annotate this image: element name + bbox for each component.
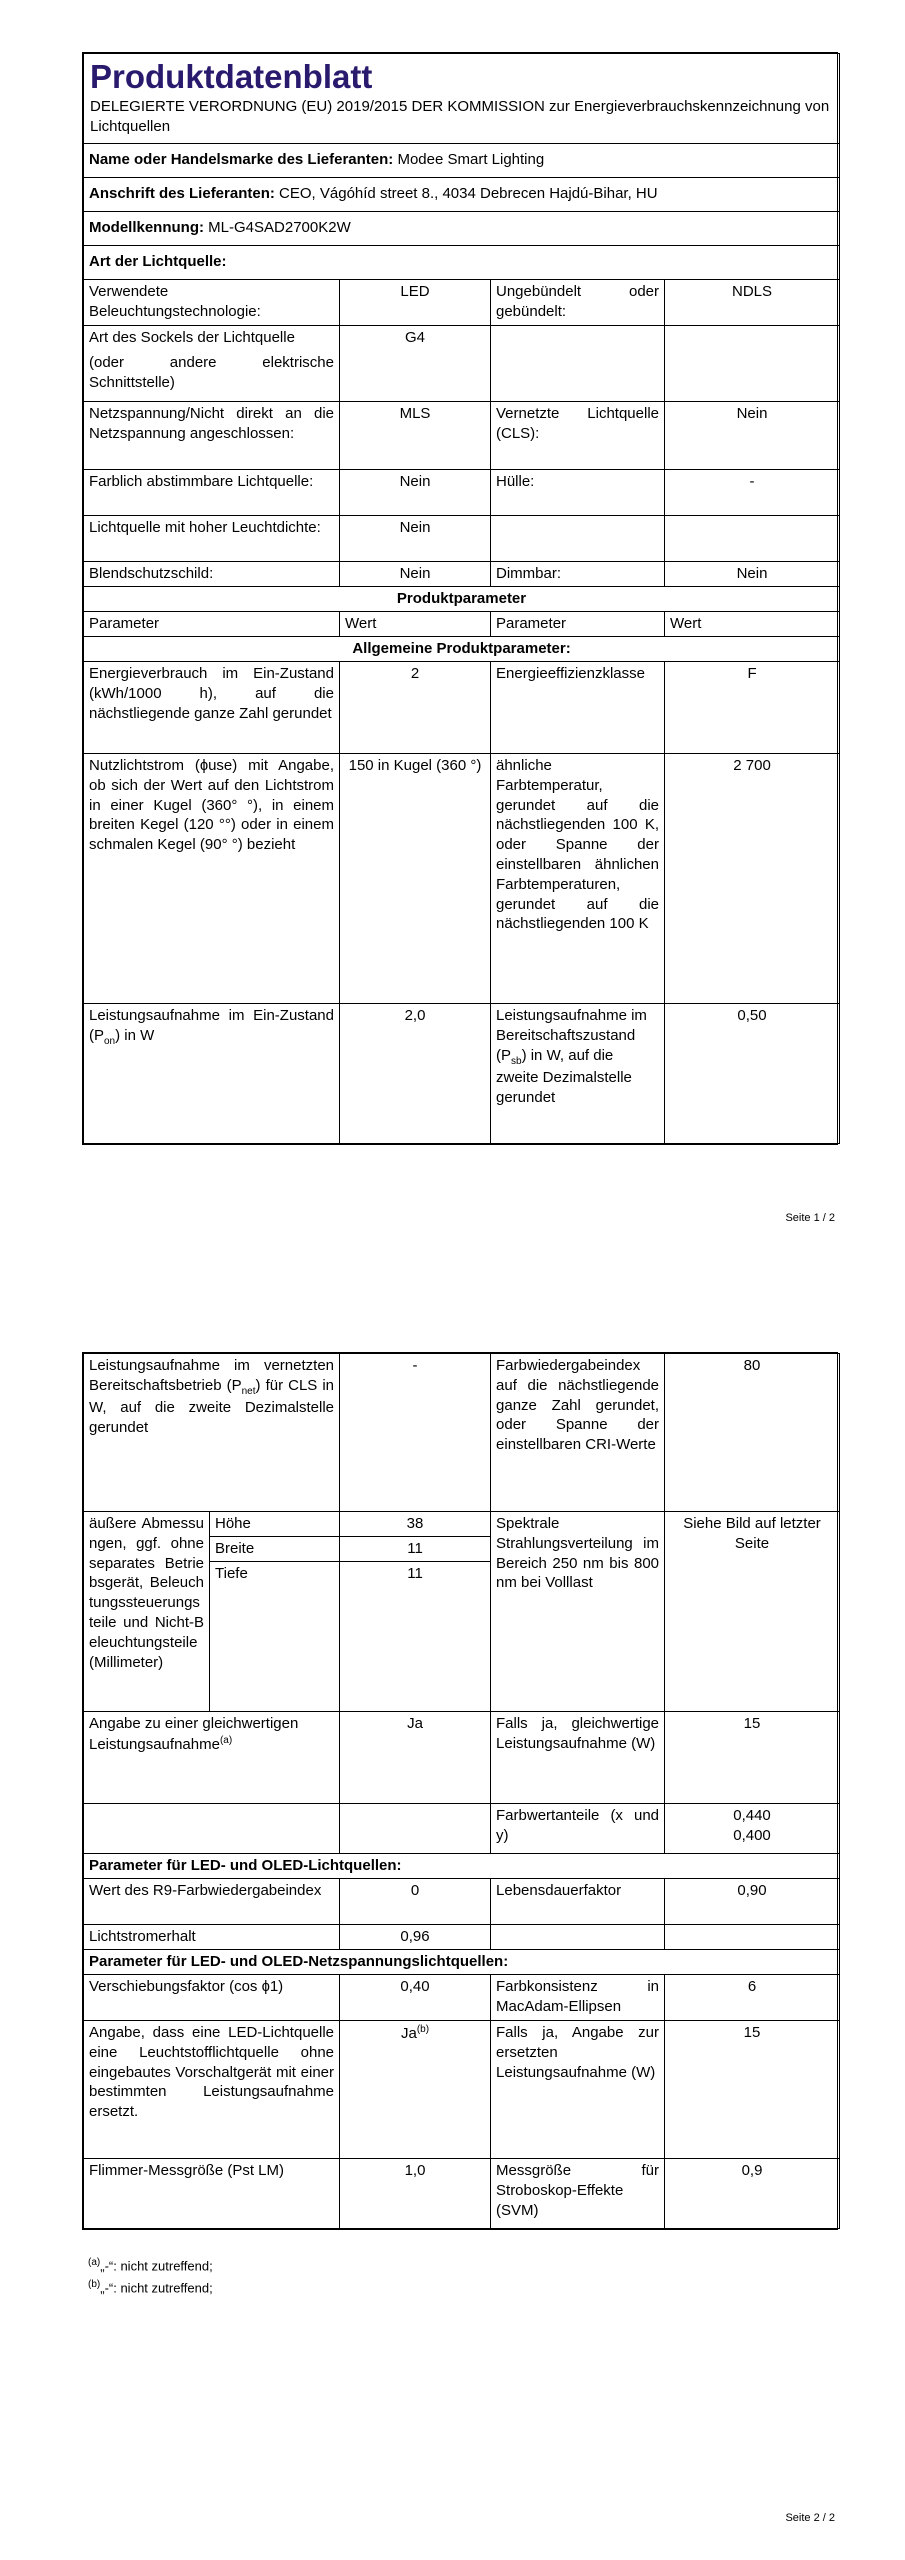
led-params-heading: Parameter für LED- und OLED-Lichtquellen:: [84, 1854, 840, 1879]
socket-label: Art des Sockels der Lichtquelle: [89, 329, 295, 346]
bundled-value: NDLS: [665, 280, 840, 326]
model-label: Modellkennung:: [89, 219, 204, 236]
svm-value: 0,9: [665, 2159, 840, 2229]
svm-label: Messgröße für Stroboskop-Effekte (SVM): [491, 2159, 665, 2229]
spectral-value: Siehe Bild auf letzter Seite: [665, 1512, 840, 1712]
chromaticity-x: 0,440: [733, 1807, 771, 1824]
mains-label: Netzspannung/Nicht direkt an die Netzspannung angeschlossen:: [84, 402, 340, 470]
height-value: 38: [340, 1512, 491, 1537]
pon-label: Leistungsaufnahme im Ein-Zustand $(P_{on})$ in W: [84, 1004, 340, 1144]
regulation-text: DELEGIERTE VERORDNUNG (EU) 2019/2015 DER KOMMISSION zur Energieverbrauchskennzeichnung von Lichtquellen: [90, 98, 830, 135]
model-id: ML-G4SAD2700K2W: [208, 219, 351, 236]
chromaticity-label: Farbwertanteile (x und y): [491, 1804, 665, 1854]
equiv-power-indication-value: Ja: [340, 1712, 491, 1804]
replaced-power-value: 15: [665, 2021, 840, 2159]
page-title: Produktdatenblatt: [90, 58, 373, 95]
bundled-label: Ungebündelt oder gebündelt:: [491, 280, 665, 326]
supplier-name: Modee Smart Lighting: [397, 151, 545, 168]
displacement-factor-value: 0,40: [340, 1975, 491, 2021]
page-2: [0, 1280, 905, 2560]
envelope-value: -: [665, 470, 840, 516]
hld-label: Lichtquelle mit hoher Leuchtdichte:: [84, 516, 340, 562]
macadam-value: 6: [665, 1975, 840, 2021]
height-label: Höhe: [210, 1512, 340, 1537]
cct-value: 2 700: [665, 754, 840, 1004]
luminous-flux-label: Nutzlichtstrom (ɸuse) mit Angabe, ob sich der Wert auf den Lichtstrom in einer Kugel (360° °), in einem breiten Kegel (120 °°) oder in einem schmalen Kegel (90° °) bezieht: [84, 754, 340, 1004]
color-tunable-value: Nein: [340, 470, 491, 516]
lumen-maintenance-label: Lichtstromerhalt: [84, 1925, 340, 1950]
macadam-label: Farbkonsistenz in MacAdam-Ellipsen: [491, 1975, 665, 2021]
socket-value: G4: [340, 326, 491, 402]
light-type-heading: Art der Lichtquelle:: [84, 246, 840, 280]
cls-value: Nein: [665, 402, 840, 470]
tech-value: LED: [340, 280, 491, 326]
general-params-heading: Allgemeine Produktparameter:: [84, 637, 840, 662]
page-number: Seite 2 / 2: [785, 2512, 835, 2524]
col-value-1: Wert: [340, 612, 491, 637]
tech-label: Verwendete Beleuchtungstechnologie:: [84, 280, 340, 326]
pon-value: 2,0: [340, 1004, 491, 1144]
cri-label: Farbwiedergabeindex auf die nächstliegende ganze Zahl gerundet, oder Spanne der einstellbaren CRI-Werte: [491, 1354, 665, 1512]
pnet-value: -: [340, 1354, 491, 1512]
footnote-b: $^{(b)}$„-“: nicht zutreffend;: [88, 2279, 213, 2296]
depth-value: 11: [340, 1562, 491, 1712]
col-param-1: Parameter: [84, 612, 340, 637]
energy-consumption-label: Energieverbrauch im Ein-Zustand (kWh/1000 h), auf die nächstliegende ganze Zahl gerundet: [84, 662, 340, 754]
mains-value: MLS: [340, 402, 491, 470]
dimmable-value: Nein: [665, 562, 840, 587]
cls-label: Vernetzte Lichtquelle (CLS):: [491, 402, 665, 470]
survival-factor-value: 0,90: [665, 1879, 840, 1925]
equiv-power-indication-label: Angabe zu einer gleichwertigen Leistungsaufnahme$^{(a)}$: [84, 1712, 340, 1804]
page-number: Seite 1 / 2: [785, 1212, 835, 1224]
displacement-factor-label: Verschiebungsfaktor (cos ɸ1): [84, 1975, 340, 2021]
spectral-label: Spektrale Strahlungsverteilung im Bereich 250 nm bis 800 nm bei Volllast: [491, 1512, 665, 1712]
survival-factor-label: Lebensdauerfaktor: [491, 1879, 665, 1925]
footnote-a: $^{(a)}$„-“: nicht zutreffend;: [88, 2257, 213, 2274]
led-replaces-value: Ja$^{(b)}$: [340, 2021, 491, 2159]
width-label: Breite: [210, 1537, 340, 1562]
envelope-label: Hülle:: [491, 470, 665, 516]
energy-class-label: Energieeffizienzklasse: [491, 662, 665, 754]
dimmable-label: Dimmbar:: [491, 562, 665, 587]
socket-label-2: (oder andere elektrische Schnittstelle): [89, 353, 334, 391]
equiv-power-label: Falls ja, gleichwertige Leistungsaufnahme (W): [491, 1712, 665, 1804]
cri-value: 80: [665, 1354, 840, 1512]
r9-label: Wert des R9-Farbwiedergabeindex: [84, 1879, 340, 1925]
dimensions-label: äußere Abmessungen, ggf. ohne separates Betriebsgerät, Beleuchtungssteuerungsteile und Nicht-Beleuchtungsteile (Millimeter): [84, 1512, 210, 1712]
flicker-value: 1,0: [340, 2159, 491, 2229]
color-tunable-label: Farblich abstimmbare Lichtquelle:: [84, 470, 340, 516]
psb-value: 0,50: [665, 1004, 840, 1144]
replaced-power-label: Falls ja, Angabe zur ersetzten Leistungsaufnahme (W): [491, 2021, 665, 2159]
glare-value: Nein: [340, 562, 491, 587]
luminous-flux-value: 150 in Kugel (360 °): [340, 754, 491, 1004]
supplier-address-label: Anschrift des Lieferanten:: [89, 185, 275, 202]
glare-label: Blendschutzschild:: [84, 562, 340, 587]
cct-label: ähnliche Farbtemperatur, gerundet auf die nächstliegenden 100 K, oder Spanne der einstellbaren ähnlichen Farbtemperaturen, gerundet auf die nächstliegenden 100 K: [491, 754, 665, 1004]
supplier-address: CEO, Vágóhíd street 8., 4034 Debrecen Hajdú-Bihar, HU: [279, 185, 658, 202]
width-value: 11: [340, 1537, 491, 1562]
r9-value: 0: [340, 1879, 491, 1925]
depth-label: Tiefe: [210, 1562, 340, 1712]
energy-class-value: F: [665, 662, 840, 754]
col-value-2: Wert: [665, 612, 840, 637]
product-params-heading: Produktparameter: [84, 587, 840, 612]
flicker-label: Flimmer-Messgröße (Pst LM): [84, 2159, 340, 2229]
lumen-maintenance-value: 0,96: [340, 1925, 491, 1950]
hld-value: Nein: [340, 516, 491, 562]
datasheet-table-page-2: [82, 1352, 838, 2230]
chromaticity-value: [665, 1804, 840, 1854]
supplier-name-label: Name oder Handelsmarke des Lieferanten:: [89, 151, 394, 168]
chromaticity-y: 0,400: [733, 1826, 771, 1844]
col-param-2: Parameter: [491, 612, 665, 637]
mains-led-params-heading: Parameter für LED- und OLED-Netzspannungslichtquellen:: [84, 1950, 840, 1975]
energy-consumption-value: 2: [340, 662, 491, 754]
pnet-label: Leistungsaufnahme im vernetzten Bereitschaftsbetrieb $(P_{net})$ für CLS in W, auf die zweite Dezimalstelle gerundet: [84, 1354, 340, 1512]
datasheet-table-page-1: [82, 52, 838, 1145]
equiv-power-value: 15: [665, 1712, 840, 1804]
psb-label: Leistungsaufnahme im Bereitschaftszustand $(P_{sb})$ in W, auf die zweite Dezimalstelle gerundet: [491, 1004, 665, 1144]
led-replaces-label: Angabe, dass eine LED-Lichtquelle eine Leuchtstofflichtquelle ohne eingebautes Vorschaltgerät mit einer bestimmten Leistungsaufnahme ersetzt.: [84, 2021, 340, 2159]
